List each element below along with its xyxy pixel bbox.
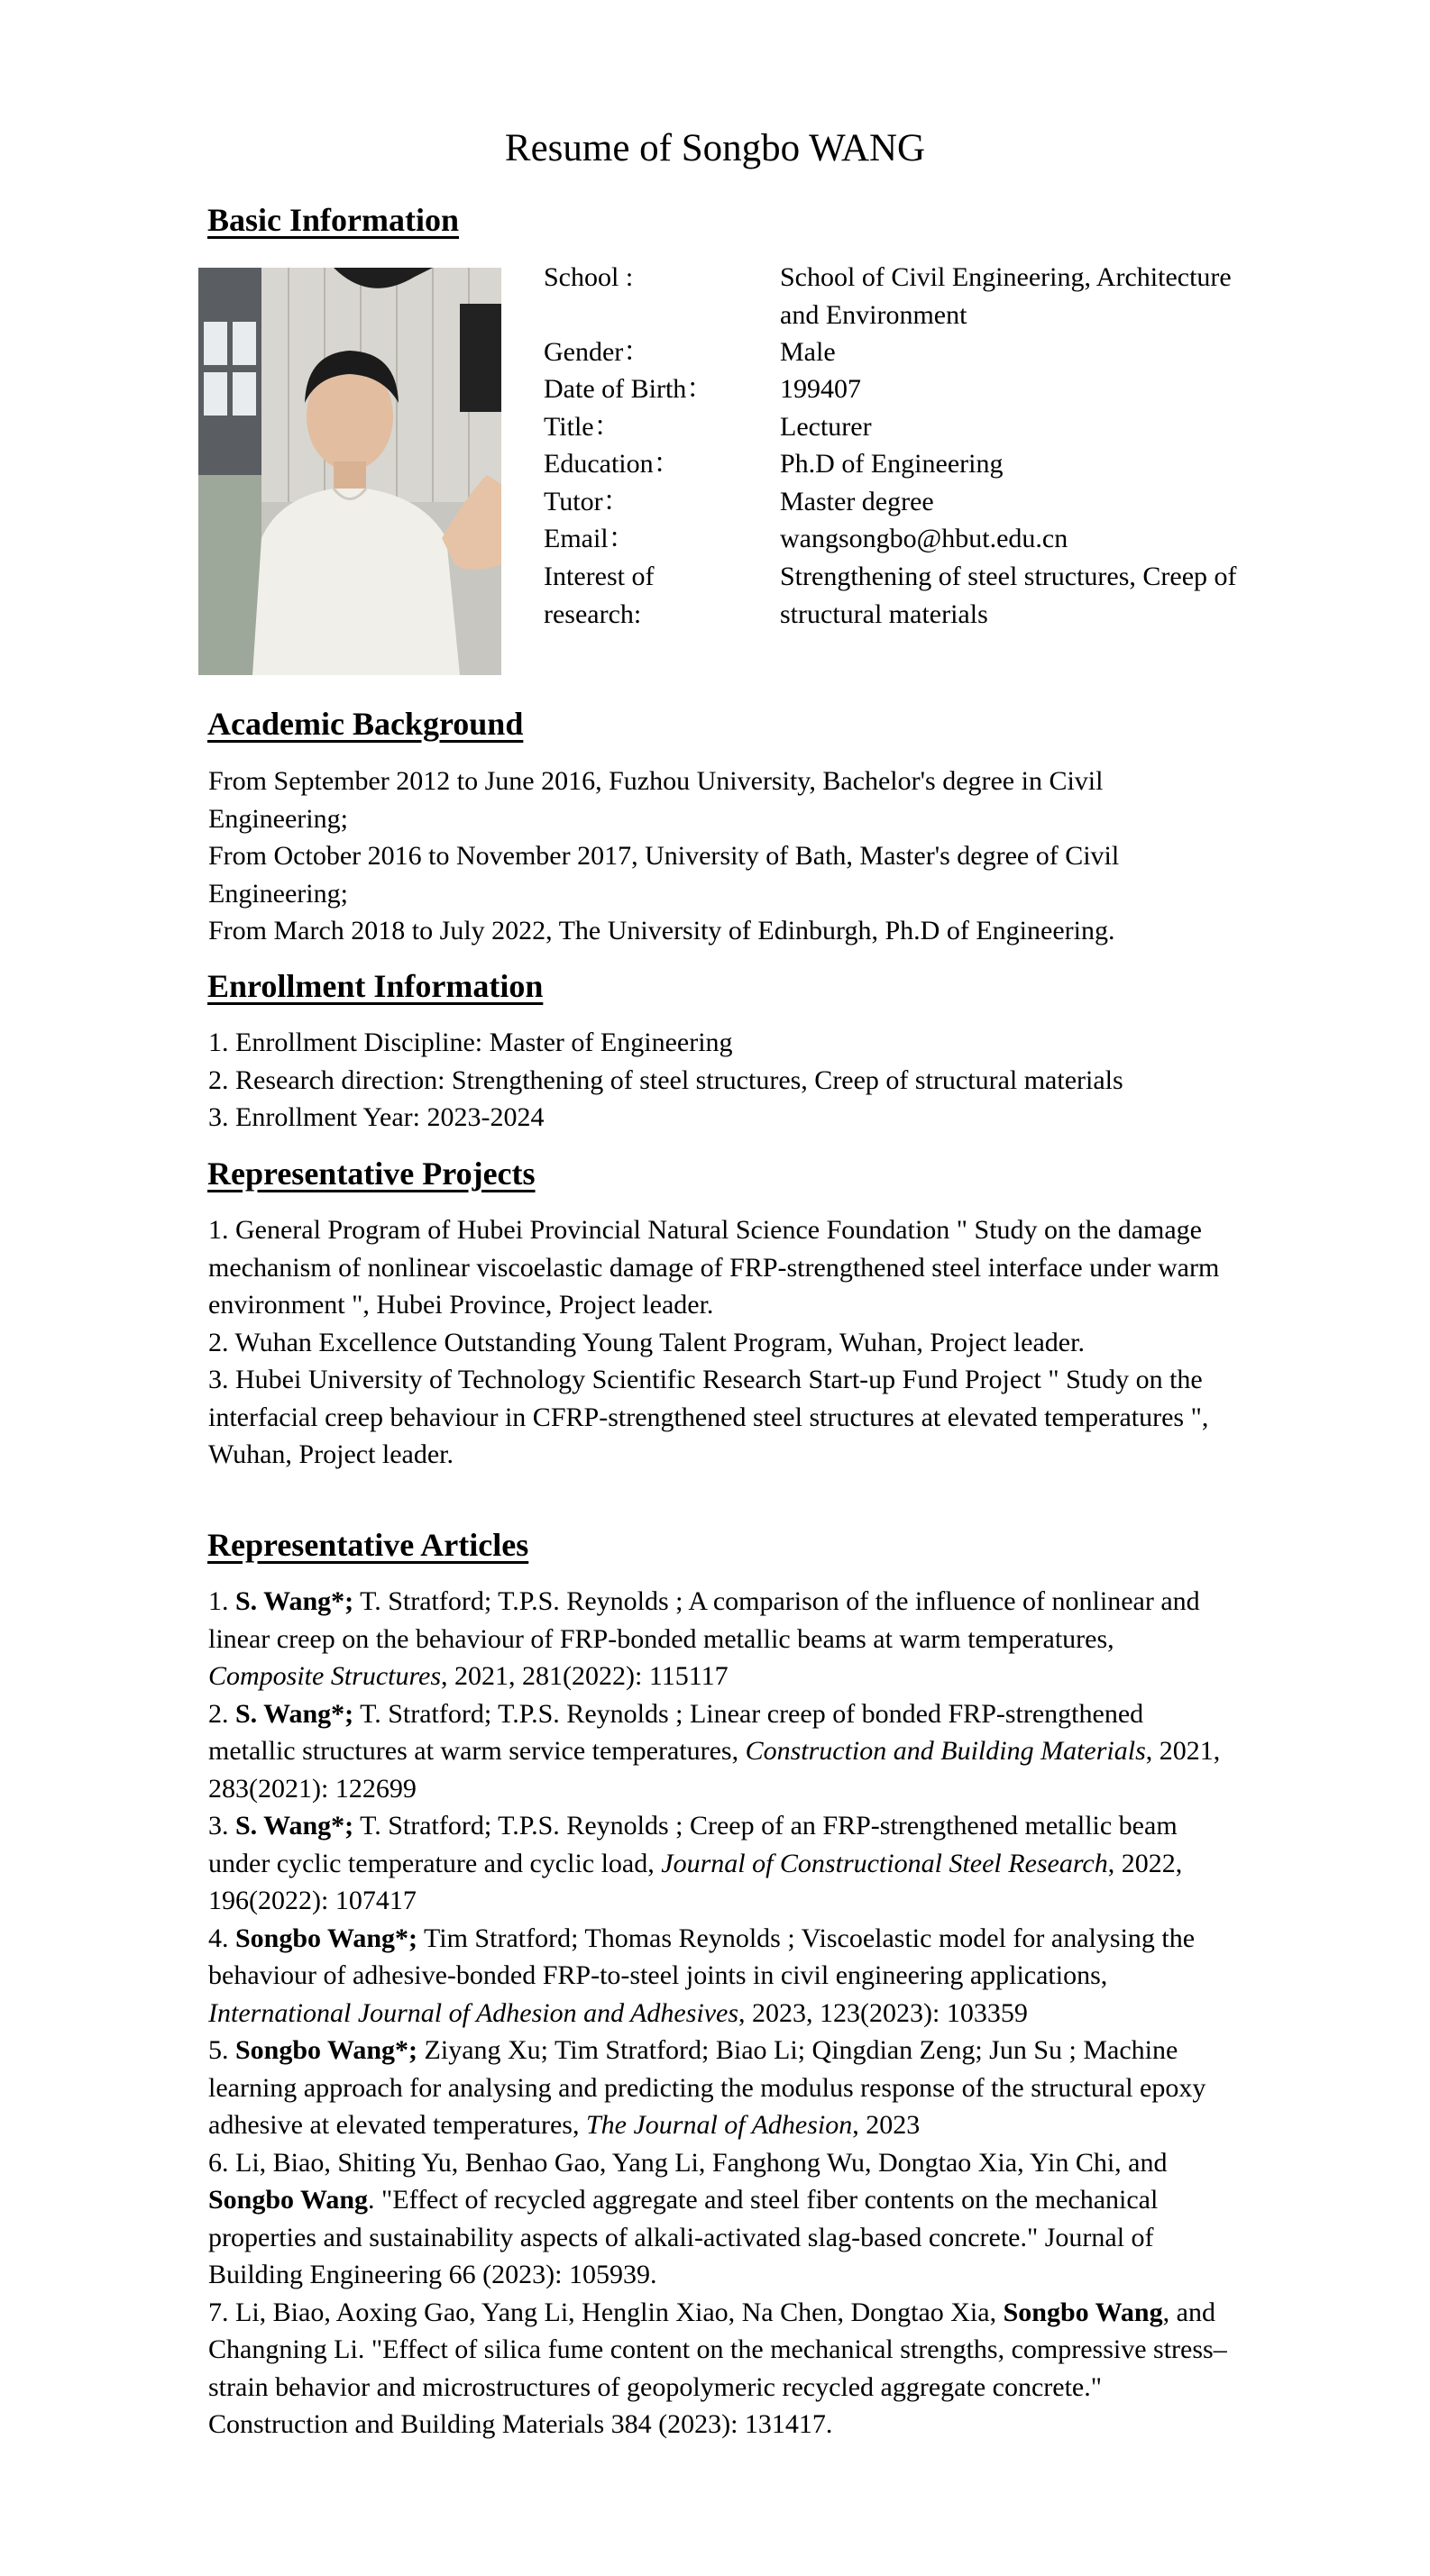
list-item bbox=[208, 1807, 1236, 1920]
article-journal: The Journal of Adhesion bbox=[585, 2110, 853, 2140]
info-label: Gender： bbox=[544, 337, 651, 367]
article-number: 1. bbox=[208, 1586, 235, 1616]
list-item: 2. Research direction: Strengthening of steel structures, Creep of structural materials bbox=[208, 1064, 1123, 1095]
academic-list bbox=[208, 763, 1236, 950]
article-pre: Li, Biao, Aoxing Gao, Yang Li, Henglin Xiao, Na Chen, Dongtao Xia, bbox=[235, 2297, 1004, 2327]
article-number: 6. bbox=[208, 2147, 235, 2178]
list-item bbox=[208, 1695, 1236, 1808]
article-author: Songbo Wang bbox=[1003, 2297, 1163, 2327]
list-item bbox=[208, 2294, 1236, 2444]
list-item: 3. Enrollment Year: 2023-2024 bbox=[208, 1102, 545, 1132]
article-text: T. Stratford; T.P.S. Reynolds ; Creep of an FRP-strengthened metallic beam under cyclic temperature and cyclic load, bbox=[208, 1811, 1178, 1878]
list-item bbox=[208, 2032, 1236, 2144]
article-journal: International Journal of Adhesion and Adhesives bbox=[208, 1997, 739, 2028]
info-label: Education： bbox=[544, 449, 681, 479]
list-item: From March 2018 to July 2022, The University of Edinburgh, Ph.D of Engineering. bbox=[208, 916, 1115, 945]
article-tail: , 2022, 196(2022): 107417 bbox=[208, 1848, 1183, 1915]
section-representative-articles: Representative Articles bbox=[207, 1527, 529, 1563]
article-text: Ziyang Xu; Tim Stratford; Biao Li; Qingdian Zeng; Jun Su ; Machine learning approach for analysing and predicting the modulus response of the structural epoxy adhesive at elevated temperatures, bbox=[208, 2035, 1206, 2140]
article-author: S. Wang*; bbox=[235, 1586, 354, 1616]
list-item: 2. Wuhan Excellence Outstanding Young Talent Program, Wuhan, Project leader. bbox=[208, 1327, 1085, 1357]
articles-list bbox=[208, 1583, 1236, 2444]
article-tail: , 2023, 123(2023): 103359 bbox=[738, 1997, 1028, 2028]
list-item: 1. Enrollment Discipline: Master of Engineering bbox=[208, 1028, 733, 1057]
info-value: School of Civil Engineering, Architecture and Environment bbox=[780, 262, 1232, 330]
article-author: Songbo Wang*; bbox=[235, 2035, 418, 2065]
info-label: Interest of research: bbox=[544, 562, 655, 629]
list-item: From October 2016 to November 2017, University of Bath, Master's degree of Civil Engineering; bbox=[208, 841, 1120, 909]
info-label: School : bbox=[544, 262, 634, 292]
article-author: S. Wang*; bbox=[235, 1811, 354, 1841]
article-journal: Journal of Constructional Steel Research bbox=[661, 1848, 1108, 1878]
article-number: 3. bbox=[208, 1811, 235, 1841]
enrollment-list bbox=[208, 1024, 1236, 1137]
info-value: Lecturer bbox=[780, 412, 872, 442]
article-number: 7. bbox=[208, 2297, 235, 2327]
article-text: T. Stratford; T.P.S. Reynolds ; Linear creep of bonded FRP-strengthened metallic structures at warm service temperatures, bbox=[208, 1698, 1144, 1766]
section-enrollment-information: Enrollment Information bbox=[207, 968, 544, 1004]
section-basic-information: Basic Information bbox=[207, 202, 459, 238]
info-value: 199407 bbox=[780, 374, 861, 404]
list-item: 1. General Program of Hubei Provincial Natural Science Foundation " Study on the damage mechanism of nonlinear viscoelastic damage of FRP-strengthened steel interface under warm environment ", Hubei Province, Project leader. bbox=[208, 1215, 1220, 1320]
info-value: Male bbox=[780, 337, 836, 367]
list-item: 3. Hubei University of Technology Scientific Research Start-up Fund Project " Study on the interfacial creep behaviour in CFRP-strengthened steel structures at elevated temperatures ", Wuhan, Project leader. bbox=[208, 1365, 1209, 1469]
article-tail: , 2021, 283(2021): 122699 bbox=[208, 1736, 1221, 1804]
article-journal: Construction and Building Materials bbox=[745, 1736, 1146, 1766]
article-text: T. Stratford; T.P.S. Reynolds ; A comparison of the influence of nonlinear and linear creep on the behaviour of FRP-bonded metallic beams at warm temperatures, bbox=[208, 1586, 1200, 1654]
profile-photo-illustration bbox=[198, 268, 501, 675]
profile-photo bbox=[198, 268, 501, 675]
info-label: Tutor： bbox=[544, 487, 630, 516]
article-number: 2. bbox=[208, 1698, 235, 1729]
list-item bbox=[208, 1920, 1236, 2032]
list-item bbox=[208, 2144, 1236, 2294]
info-label: Title： bbox=[544, 412, 621, 442]
article-journal: Composite Structures bbox=[208, 1661, 442, 1691]
section-representative-projects: Representative Projects bbox=[207, 1156, 536, 1192]
article-pre: Li, Biao, Shiting Yu, Benhao Gao, Yang Li, Fanghong Wu, Dongtao Xia, Yin Chi, and bbox=[235, 2147, 1168, 2178]
article-author: Songbo Wang bbox=[208, 2185, 369, 2215]
info-value: Master degree bbox=[780, 487, 934, 516]
article-number: 4. bbox=[208, 1923, 235, 1953]
page-title: Resume of Songbo WANG bbox=[504, 127, 926, 169]
info-label: Email： bbox=[544, 524, 636, 553]
article-tail: , 2023 bbox=[852, 2110, 921, 2140]
article-author: Songbo Wang*; bbox=[235, 1923, 418, 1953]
list-item bbox=[208, 1583, 1236, 1695]
info-value: Ph.D of Engineering bbox=[780, 449, 1004, 479]
list-item: From September 2012 to June 2016, Fuzhou University, Bachelor's degree in Civil Engineering; bbox=[208, 766, 1104, 834]
article-text: . "Effect of recycled aggregate and steel fiber contents on the mechanical properties and sustainability aspects of alkali-activated slag-based concrete." Journal of Building Engineering 66 (2023): 105939. bbox=[208, 2185, 1159, 2289]
article-number: 5. bbox=[208, 2035, 235, 2065]
article-author: S. Wang*; bbox=[235, 1698, 354, 1729]
projects-list bbox=[208, 1211, 1236, 1474]
section-academic-background: Academic Background bbox=[207, 706, 524, 742]
info-value: Strengthening of steel structures, Creep of structural materials bbox=[780, 562, 1237, 629]
info-label: Date of Birth： bbox=[544, 374, 714, 404]
info-value: wangsongbo@hbut.edu.cn bbox=[780, 524, 1068, 553]
article-tail: , 2021, 281(2022): 115117 bbox=[441, 1661, 729, 1691]
article-text: , and Changning Li. "Effect of silica fume content on the mechanical strengths, compressive stress–strain behavior and microstructures of geopolymeric recycled aggregate concrete." Construction and Building Materials 384 (2023): 131417. bbox=[208, 2297, 1227, 2439]
article-text: Tim Stratford; Thomas Reynolds ; Viscoelastic model for analysing the behaviour of adhesive-bonded FRP-to-steel joints in civil engineering applications, bbox=[208, 1923, 1196, 1990]
